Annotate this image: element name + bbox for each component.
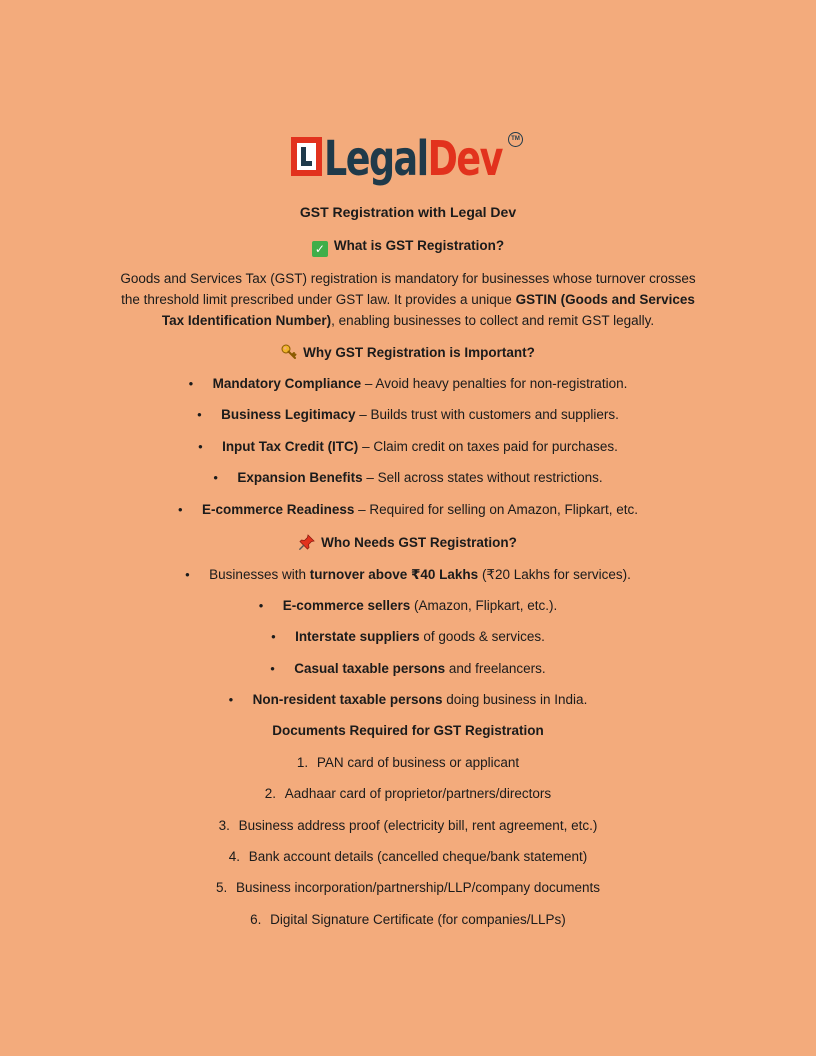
para-text-gstin: GSTIN (Goods and Services Tax Identification Number): [161, 292, 695, 328]
who-list-item: • Casual taxable persons and freelancers.: [270, 661, 546, 676]
pushpin-icon: [299, 534, 315, 550]
page-title: GST Registration with Legal Dev: [299, 204, 517, 220]
key-icon: [281, 344, 297, 360]
check-mark-icon: ✓: [312, 241, 328, 257]
who-item-bold: turnover above ₹40 Lakhs: [309, 567, 479, 582]
why-item-bold: Mandatory Compliance: [212, 376, 362, 391]
heading-why-text: Why GST Registration is Important?: [303, 345, 535, 360]
who-item-pre: Businesses with: [209, 567, 310, 582]
docs-item-text: Bank account details (cancelled cheque/bank statement): [248, 849, 588, 864]
why-item-bold: E-commerce Readiness: [202, 502, 355, 517]
who-item-text: (₹20 Lakhs for services).: [478, 567, 631, 582]
why-list-item: • Mandatory Compliance – Avoid heavy penalties for non-registration.: [188, 376, 628, 391]
logo-text-legal: Legal: [324, 131, 428, 187]
who-item-bold: Casual taxable persons: [294, 661, 446, 676]
docs-item-text: Digital Signature Certificate (for companies/LLPs): [270, 912, 566, 927]
docs-item-text: PAN card of business or applicant: [316, 755, 520, 770]
docs-item-number: 3.: [218, 818, 230, 833]
logo-text-dev: Dev: [427, 131, 502, 187]
docs-item-number: 1.: [296, 755, 309, 770]
docs-list-item: [0, 848, 816, 866]
why-list-item: • Input Tax Credit (ITC) – Claim credit on taxes paid for purchases.: [198, 439, 618, 454]
docs-item-text: Aadhaar card of proprietor/partners/directors: [284, 786, 552, 801]
para-text-c: , enabling businesses to collect and remit GST legally.: [331, 313, 655, 328]
who-list-item: • Interstate suppliers of goods & services.: [271, 629, 545, 644]
why-item-bold: Input Tax Credit (ITC): [222, 439, 359, 454]
docs-list-item: [0, 817, 816, 835]
why-item-bold: Business Legitimacy: [221, 407, 356, 422]
docs-list-item: [0, 879, 816, 897]
who-list-item: • Non-resident taxable persons doing business in India.: [228, 692, 588, 707]
why-item-text: – Required for selling on Amazon, Flipkart, etc.: [354, 502, 638, 517]
legaldev-logo: [291, 130, 531, 188]
why-item-text: – Sell across states without restrictions.: [362, 470, 603, 485]
who-list-item: • E-commerce sellers (Amazon, Flipkart, etc.).: [258, 598, 558, 613]
trademark-badge: TM: [508, 132, 523, 147]
docs-item-number: 2.: [264, 786, 277, 801]
who-item-bold: Interstate suppliers: [295, 629, 420, 644]
who-item-text: doing business in India.: [442, 692, 588, 707]
who-item-bold: E-commerce sellers: [282, 598, 411, 613]
who-item-bold: Non-resident taxable persons: [252, 692, 443, 707]
who-item-text: and freelancers.: [445, 661, 546, 676]
logo-mark-icon: [291, 137, 322, 176]
docs-item-text: Business address proof (electricity bill, rent agreement, etc.): [238, 818, 598, 833]
why-list-item: • E-commerce Readiness – Required for selling on Amazon, Flipkart, etc.: [178, 502, 638, 517]
who-item-text: of goods & services.: [419, 629, 545, 644]
docs-list-item: [0, 754, 816, 772]
why-item-text: – Builds trust with customers and suppliers.: [355, 407, 619, 422]
docs-item-number: 5.: [216, 880, 228, 895]
who-item-text: (Amazon, Flipkart, etc.).: [410, 598, 558, 613]
para-text-a: Goods and Services Tax (GST) registration is mandatory for businesses whose turnover crosses the threshold limit prescribed under GST law. It provides a unique: [120, 271, 696, 307]
why-item-text: – Claim credit on taxes paid for purchases.: [358, 439, 618, 454]
heading-who-text: Who Needs GST Registration?: [321, 535, 517, 550]
what-paragraph: [110, 268, 706, 331]
why-list-item: • Business Legitimacy – Builds trust with customers and suppliers.: [197, 407, 619, 422]
docs-item-text: Business incorporation/partnership/LLP/company documents: [236, 880, 600, 895]
section-heading-who: [0, 534, 816, 552]
logo-wordmark: [324, 130, 502, 188]
heading-what-text: What is GST Registration?: [333, 238, 505, 253]
why-item-text: – Avoid heavy penalties for non-registration.: [361, 376, 628, 391]
section-heading-why: [0, 344, 816, 362]
why-list-item: • Expansion Benefits – Sell across states without restrictions.: [213, 470, 603, 485]
section-heading-docs: Documents Required for GST Registration: [272, 723, 544, 738]
who-list-item: • Businesses with turnover above ₹40 Lakhs (₹20 Lakhs for services).: [185, 567, 631, 582]
docs-list-item: [0, 911, 816, 929]
docs-list-item: [0, 785, 816, 803]
why-item-bold: Expansion Benefits: [237, 470, 363, 485]
section-heading-what: [0, 237, 816, 257]
docs-item-number: 4.: [228, 849, 241, 864]
docs-item-number: 6.: [250, 912, 262, 927]
